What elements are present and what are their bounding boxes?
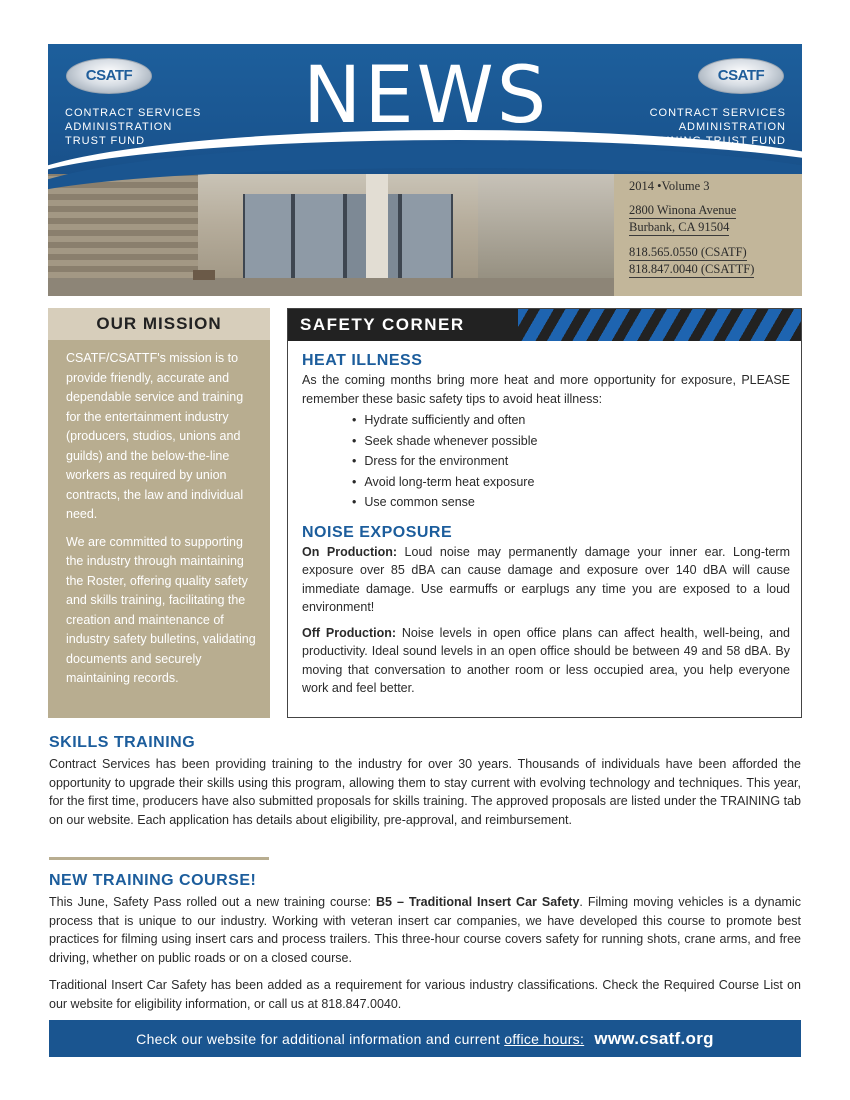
office-hours-link[interactable]: office hours: <box>504 1031 585 1047</box>
course-text-start: This June, Safety Pass rolled out a new training course: <box>49 895 376 909</box>
safety-corner-box <box>287 308 802 718</box>
on-production-paragraph <box>302 543 790 617</box>
heat-tips-list <box>352 410 790 513</box>
org-name-right <box>642 106 787 148</box>
issue-info <box>629 178 799 286</box>
list-item: • Avoid long-term heat exposure <box>352 472 790 493</box>
heat-intro: As the coming months bring more heat and more opportunity for exposure, PLEASE remember these basic safety tips to avoid heat illness: <box>302 373 790 406</box>
list-item: • Hydrate sufficiently and often <box>352 410 790 431</box>
heat-illness-heading: HEAT ILLNESS <box>302 352 423 369</box>
newsletter-title: NEWS <box>303 51 550 141</box>
course-text-end: . Filming moving vehicles is a dynamic process that is unique to our industry. Working with veteran insert car companies, we have developed this course to promote best practices for filming using insert cars and process trailers. This three-hour course covers safety for running shots, crane arms, and free driving, whether on public roads or on a closed course. <box>49 895 801 965</box>
org-line: CONTRACT SERVICES <box>649 107 786 119</box>
skills-training-section <box>49 733 801 829</box>
list-item: • Dress for the environment <box>352 451 790 472</box>
csatf-logo-right <box>698 58 784 94</box>
mission-box <box>48 308 270 718</box>
phone-csattf: 818.847.0040 (CSATTF) <box>629 262 755 276</box>
mission-body <box>48 340 270 689</box>
new-course-heading: NEW TRAINING COURSE! <box>49 872 257 889</box>
new-course-section <box>49 871 801 1013</box>
course-name: B5 – Traditional Insert Car Safety <box>375 895 580 909</box>
phone-csatf: 818.565.0550 (CSATF) <box>629 245 747 259</box>
safety-body <box>302 351 790 698</box>
off-production-label: Off Production: <box>302 625 397 640</box>
list-item: • Seek shade whenever possible <box>352 431 790 452</box>
address-line-2: Burbank, CA 91504 <box>629 220 730 234</box>
address-line-1: 2800 Winona Avenue <box>629 203 737 217</box>
org-line: CONTRACT SERVICES <box>65 107 202 119</box>
list-item: • Use common sense <box>352 492 790 513</box>
hazard-stripes <box>518 309 801 341</box>
mission-paragraph: CSATF/CSATTF's mission is to provide friendly, accurate and dependable service and training for the entertainment industry (producers, studios, unions and guilds) and the below-the-line workers as required by union contracts, the law and individual need. <box>66 351 244 521</box>
photo-ground <box>48 278 614 296</box>
org-line: TRUST FUND <box>65 135 146 147</box>
new-course-paragraph <box>49 893 801 967</box>
on-production-text: Loud noise may permanently damage your inner ear. Long-term exposure over 85 dBA can cause damage and exposure over 140 dBA will cause immediate damage. Use earmuffs or earplugs any time you are exposed to a loud environment! <box>302 544 791 614</box>
on-production-label: On Production: <box>302 544 398 559</box>
org-name-left <box>65 106 201 148</box>
safety-heading-bar <box>288 309 801 341</box>
skills-training-text: Contract Services has been providing training to the industry for over 30 years. Thousands of individuals have been afforded the opportunity to upgrade their skills using this program, allowing them to stay current with evolving technology and techniques. This year, for the first time, producers have also submitted proposals for skills training. The approved proposals are listed under the TRAINING tab on our website. Each application has details about eligibility, pre-approval, and reimbursement. <box>49 757 801 827</box>
off-production-text: Noise levels in open office plans can affect health, well-being, and productivity. Ideal sound levels in an open office should be between 49 and 58 dBA. By moving that conversation to another room or less occupied area, you help everyone work and feel better. <box>302 625 790 695</box>
noise-exposure-heading: NOISE EXPOSURE <box>302 523 453 541</box>
skills-training-heading: SKILLS TRAINING <box>49 734 196 751</box>
mission-paragraph: We are committed to supporting the industry through maintaining the Roster, offering quality safety and skills training, facilitating the creation and maintenance of industry safety bulletins, validating documents and securely maintaining records. <box>66 534 256 685</box>
footer-text: Check our website for additional information and current <box>136 1031 505 1047</box>
safety-heading: SAFETY CORNER <box>300 309 475 341</box>
org-line: TRAINING TRUST FUND <box>641 135 786 147</box>
section-divider <box>49 857 269 860</box>
csatf-logo-left <box>66 58 152 94</box>
off-production-paragraph <box>302 624 790 698</box>
mission-heading: OUR MISSION <box>48 308 270 340</box>
footer-banner <box>49 1020 801 1057</box>
issue-volume: 2014 •Volume 3 <box>629 179 710 193</box>
website-link[interactable]: www.csatf.org <box>594 1029 714 1048</box>
newsletter-header <box>48 44 802 296</box>
photo-bench <box>193 270 215 280</box>
course-requirement-paragraph: Traditional Insert Car Safety has been added as a requirement for various industry classifications. Check the Required Course List on our website for eligibility information, or call us at 818.847.0040. <box>49 978 801 1011</box>
logo-text: CSATF <box>85 67 133 84</box>
logo-text: CSATF <box>717 67 765 84</box>
org-line: ADMINISTRATION <box>65 121 173 133</box>
org-line: ADMINISTRATION <box>678 121 786 133</box>
